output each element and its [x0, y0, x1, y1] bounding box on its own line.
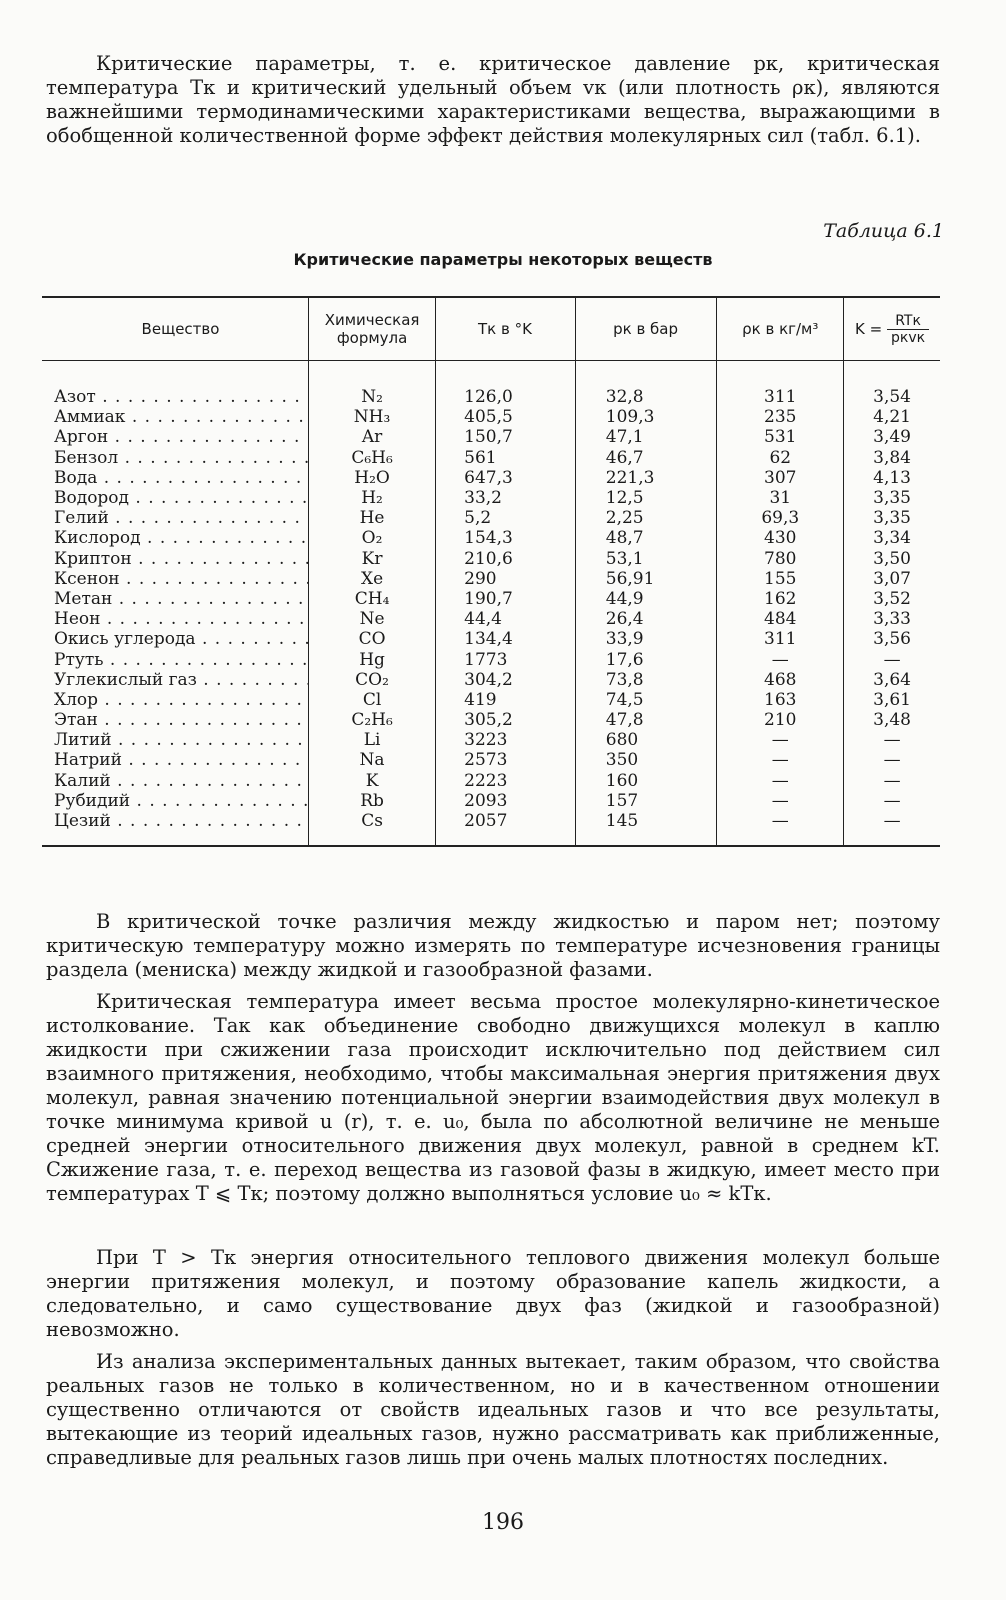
table-row: [42, 670, 940, 690]
rhok-cell: 31: [717, 488, 844, 508]
substance-name: Кислород . . .: [54, 528, 309, 548]
rhok-cell: 235: [717, 407, 844, 427]
formula-cell: NH₃: [309, 407, 436, 427]
pk-cell: 157: [575, 791, 717, 811]
substance-cell: [42, 361, 309, 408]
pk-cell: 32,8: [575, 361, 717, 408]
rhok-cell: 468: [717, 670, 844, 690]
tk-cell: 190,7: [436, 589, 576, 609]
tk-cell: 2093: [436, 791, 576, 811]
pk-cell: 221,3: [575, 468, 717, 488]
rhok-cell: —: [717, 791, 844, 811]
k-cell: 3,84: [844, 448, 940, 468]
substance-name: Аргон . . .: [54, 427, 309, 447]
header-k: [844, 297, 940, 361]
header-tk: Tк в °K: [436, 297, 576, 361]
table-row: [42, 427, 940, 447]
k-cell: 3,50: [844, 549, 940, 569]
tk-cell: 126,0: [436, 361, 576, 408]
pk-cell: 56,91: [575, 569, 717, 589]
header-k-left: K =: [855, 319, 883, 338]
substance-name: Калий . . .: [54, 771, 309, 791]
formula-cell: Hg: [309, 649, 436, 669]
substance-cell: [42, 468, 309, 488]
k-cell: 4,13: [844, 468, 940, 488]
tk-cell: 134,4: [436, 629, 576, 649]
tk-cell: 304,2: [436, 670, 576, 690]
k-cell: 3,33: [844, 609, 940, 629]
rhok-cell: 307: [717, 468, 844, 488]
substance-name: Гелий . . .: [54, 508, 309, 528]
substance-name: Вода . . .: [54, 468, 309, 488]
k-cell: 3,56: [844, 629, 940, 649]
table-row: [42, 811, 940, 846]
tk-cell: 2223: [436, 771, 576, 791]
k-cell: 3,35: [844, 488, 940, 508]
paragraph-critical-point: В критической точке различия между жидкостью и паром нет; поэтому критическую температуру можно измерять по температуре исчезновения границы раздела (мениска) между жидкой и газообразной фазами.: [46, 910, 940, 981]
table-row: [42, 468, 940, 488]
formula-cell: He: [309, 508, 436, 528]
k-cell: 3,49: [844, 427, 940, 447]
formula-cell: Cs: [309, 811, 436, 846]
substance-name: Хлор . . .: [54, 690, 309, 710]
substance-cell: [42, 589, 309, 609]
tk-cell: 5,2: [436, 508, 576, 528]
k-cell: —: [844, 750, 940, 770]
tk-cell: 210,6: [436, 549, 576, 569]
formula-cell: CO: [309, 629, 436, 649]
substance-cell: [42, 670, 309, 690]
substance-cell: [42, 649, 309, 669]
rhok-cell: 210: [717, 710, 844, 730]
substance-name: Углекислый газ . . .: [54, 670, 309, 690]
substance-name: Неон . . .: [54, 609, 309, 629]
substance-name: Аммиак . . .: [54, 407, 309, 427]
formula-cell: Li: [309, 730, 436, 750]
pk-cell: 47,8: [575, 710, 717, 730]
table-row: [42, 589, 940, 609]
substance-cell: [42, 750, 309, 770]
formula-cell: Kr: [309, 549, 436, 569]
pk-cell: 109,3: [575, 407, 717, 427]
table-row: [42, 629, 940, 649]
rhok-cell: 163: [717, 690, 844, 710]
critical-parameters-table: [42, 296, 940, 847]
k-cell: —: [844, 791, 940, 811]
table-row: [42, 730, 940, 750]
pk-cell: 44,9: [575, 589, 717, 609]
table-row: [42, 528, 940, 548]
substance-cell: [42, 629, 309, 649]
substance-name: Цезий . . .: [54, 811, 309, 831]
rhok-cell: 430: [717, 528, 844, 548]
rhok-cell: 311: [717, 629, 844, 649]
formula-cell: N₂: [309, 361, 436, 408]
formula-cell: Na: [309, 750, 436, 770]
pk-cell: 160: [575, 771, 717, 791]
pk-cell: 48,7: [575, 528, 717, 548]
rhok-cell: 62: [717, 448, 844, 468]
formula-cell: H₂: [309, 488, 436, 508]
pk-cell: 17,6: [575, 649, 717, 669]
pk-cell: 26,4: [575, 609, 717, 629]
pk-cell: 47,1: [575, 427, 717, 447]
rhok-cell: 531: [717, 427, 844, 447]
pk-cell: 2,25: [575, 508, 717, 528]
tk-cell: 2057: [436, 811, 576, 846]
k-cell: —: [844, 771, 940, 791]
rhok-cell: —: [717, 649, 844, 669]
page-number: 196: [482, 1510, 524, 1535]
table-row: [42, 488, 940, 508]
tk-cell: 154,3: [436, 528, 576, 548]
rhok-cell: —: [717, 750, 844, 770]
header-k-denominator: pкvк: [891, 329, 926, 346]
tk-cell: 419: [436, 690, 576, 710]
table-body: [42, 361, 940, 847]
rhok-cell: 484: [717, 609, 844, 629]
substance-name: Ксенон . . .: [54, 569, 309, 589]
tk-cell: 150,7: [436, 427, 576, 447]
tk-cell: 405,5: [436, 407, 576, 427]
table-row: [42, 791, 940, 811]
tk-cell: 305,2: [436, 710, 576, 730]
pk-cell: 12,5: [575, 488, 717, 508]
substance-cell: [42, 730, 309, 750]
substance-name: Метан . . .: [54, 589, 309, 609]
table-row: [42, 710, 940, 730]
k-cell: —: [844, 811, 940, 846]
header-k-fraction: [887, 313, 929, 346]
substance-name: Окись углерода . . .: [54, 629, 309, 649]
formula-cell: Xe: [309, 569, 436, 589]
table-row: [42, 448, 940, 468]
k-cell: —: [844, 649, 940, 669]
substance-name: Литий . . .: [54, 730, 309, 750]
rhok-cell: —: [717, 730, 844, 750]
formula-cell: CO₂: [309, 670, 436, 690]
substance-name: Натрий . . .: [54, 750, 309, 770]
pk-cell: 680: [575, 730, 717, 750]
k-cell: 3,35: [844, 508, 940, 528]
table-row: [42, 750, 940, 770]
pk-cell: 53,1: [575, 549, 717, 569]
table-row: [42, 361, 940, 408]
intro-paragraph: Критические параметры, т. е. критическое давление pк, критическая температура Tк и критический удельный объем vк (или плотность ρк), являются важнейшими термодинамическими характеристиками вещества, выражающими в обобщенной количественной форме эффект действия молекулярных сил (табл. 6.1).: [46, 52, 940, 147]
formula-cell: O₂: [309, 528, 436, 548]
header-substance: Вещество: [42, 297, 309, 361]
substance-cell: [42, 488, 309, 508]
pk-cell: 74,5: [575, 690, 717, 710]
rhok-cell: 155: [717, 569, 844, 589]
substance-name: Азот . . .: [54, 387, 309, 407]
rhok-cell: 311: [717, 361, 844, 408]
substance-cell: [42, 791, 309, 811]
pk-cell: 46,7: [575, 448, 717, 468]
formula-cell: K: [309, 771, 436, 791]
k-cell: 3,64: [844, 670, 940, 690]
pk-cell: 33,9: [575, 629, 717, 649]
k-cell: 3,52: [844, 589, 940, 609]
formula-cell: Cl: [309, 690, 436, 710]
formula-cell: C₂H₆: [309, 710, 436, 730]
substance-cell: [42, 508, 309, 528]
pk-cell: 73,8: [575, 670, 717, 690]
table-row: [42, 407, 940, 427]
table-row: [42, 771, 940, 791]
rhok-cell: 69,3: [717, 508, 844, 528]
substance-cell: [42, 407, 309, 427]
paragraph-kinetic-interpretation: Критическая температура имеет весьма простое молекулярно-кинетическое истолкование. Так как объединение свободно движущихся молекул в каплю жидкости при сжижении газа происходит исключительно под действием сил взаимного притяжения, необходимо, чтобы максимальная энергия притяжения двух молекул, равная значению потенциальной энергии взаимодействия двух молекул в точке минимума кривой u (r), т. е. u₀, была по абсолютной величине не меньше средней энергии относительного движения двух молекул, равной в среднем kT. Сжижение газа, т. е. переход вещества из газовой фазы в жидкую, имеет место при температурах T ⩽ Tк; поэтому должно выполняться условие u₀ ≈ kTк.: [46, 990, 940, 1205]
substance-cell: [42, 690, 309, 710]
table-header-row: [42, 297, 940, 361]
k-cell: 3,07: [844, 569, 940, 589]
tk-cell: 1773: [436, 649, 576, 669]
substance-name: Ртуть . . .: [54, 650, 309, 670]
table-row: [42, 690, 940, 710]
substance-cell: [42, 609, 309, 629]
tk-cell: 44,4: [436, 609, 576, 629]
rhok-cell: —: [717, 771, 844, 791]
table-row: [42, 649, 940, 669]
substance-cell: [42, 528, 309, 548]
substance-cell: [42, 448, 309, 468]
rhok-cell: 162: [717, 589, 844, 609]
tk-cell: 647,3: [436, 468, 576, 488]
k-cell: 4,21: [844, 407, 940, 427]
substance-cell: [42, 811, 309, 846]
substance-cell: [42, 771, 309, 791]
substance-name: Водород . . .: [54, 488, 309, 508]
formula-cell: CH₄: [309, 589, 436, 609]
pk-cell: 145: [575, 811, 717, 846]
tk-cell: 33,2: [436, 488, 576, 508]
table-row: [42, 508, 940, 528]
paragraph-conclusion: Из анализа экспериментальных данных вытекает, таким образом, что свойства реальных газов не только в количественном, но и в качественном отношении существенно отличаются от свойств идеальных газов и что все результаты, вытекающие из теорий идеальных газов, нужно рассматривать как приближенные, справедливые для реальных газов лишь при очень малых плотностях последних.: [46, 1350, 940, 1469]
substance-cell: [42, 569, 309, 589]
formula-cell: Ar: [309, 427, 436, 447]
k-cell: 3,54: [844, 361, 940, 408]
substance-cell: [42, 427, 309, 447]
k-cell: —: [844, 730, 940, 750]
k-cell: 3,61: [844, 690, 940, 710]
formula-cell: Rb: [309, 791, 436, 811]
rhok-cell: 780: [717, 549, 844, 569]
tk-cell: 3223: [436, 730, 576, 750]
header-formula: Химическая формула: [309, 297, 436, 361]
substance-name: Этан . . .: [54, 710, 309, 730]
header-pk: pк в бар: [575, 297, 717, 361]
k-cell: 3,34: [844, 528, 940, 548]
substance-cell: [42, 710, 309, 730]
table-label: Таблица 6.1: [823, 220, 944, 242]
rhok-cell: —: [717, 811, 844, 846]
formula-cell: H₂O: [309, 468, 436, 488]
tk-cell: 2573: [436, 750, 576, 770]
substance-name: Криптон . . .: [54, 549, 309, 569]
paragraph-above-critical: При T > Tк энергия относительного теплового движения молекул больше энергии притяжения молекул, и поэтому образование капель жидкости, а следовательно, и само существование двух фаз (жидкой и газообразной) невозможно.: [46, 1246, 940, 1341]
formula-cell: Ne: [309, 609, 436, 629]
k-cell: 3,48: [844, 710, 940, 730]
table-row: [42, 569, 940, 589]
table-row: [42, 609, 940, 629]
header-rhok: ρк в кг/м³: [717, 297, 844, 361]
table-caption: Критические параметры некоторых веществ: [293, 250, 713, 269]
tk-cell: 561: [436, 448, 576, 468]
formula-cell: C₆H₆: [309, 448, 436, 468]
tk-cell: 290: [436, 569, 576, 589]
substance-name: Рубидий . . .: [54, 791, 309, 811]
header-k-numerator: RTк: [887, 313, 929, 330]
table-row: [42, 549, 940, 569]
substance-name: Бензол . . .: [54, 448, 309, 468]
pk-cell: 350: [575, 750, 717, 770]
substance-cell: [42, 549, 309, 569]
